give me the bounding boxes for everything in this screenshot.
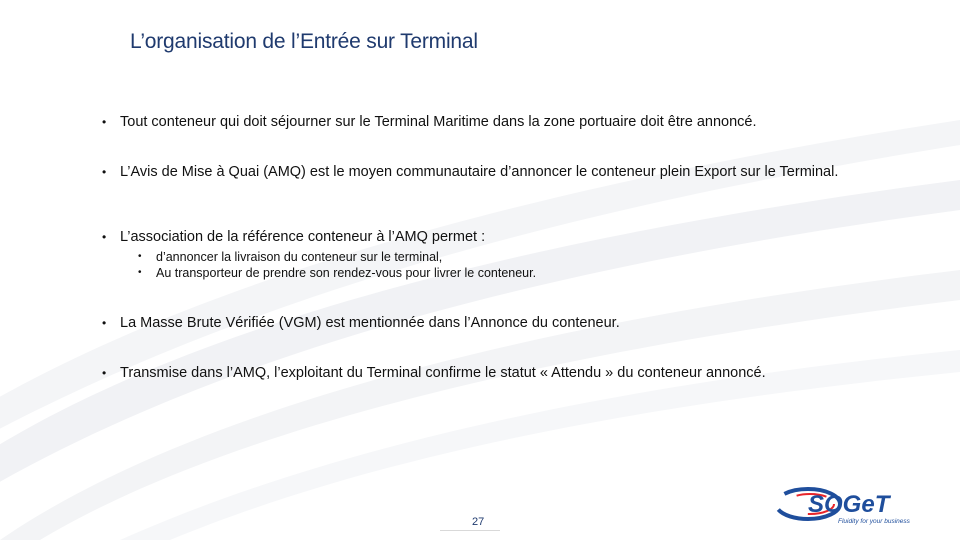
- bullet-item: [102, 114, 882, 130]
- bullet-text: L’association de la référence conteneur à l’AMQ permet :: [120, 229, 486, 245]
- logo-tagline: Fluidity for your business: [838, 518, 910, 525]
- bullet-dot-icon: •: [102, 316, 107, 330]
- sub-bullet-item: [138, 249, 838, 265]
- sub-bullet-text: Au transporteur de prendre son rendez-vous pour livrer le conteneur.: [156, 266, 537, 280]
- bullet-dot-icon: •: [102, 366, 107, 380]
- bullet-dot-icon: •: [102, 230, 107, 244]
- bullet-text: L’Avis de Mise à Quai (AMQ) est le moyen communautaire d’annoncer le conteneur plein Export sur le Terminal.: [120, 164, 839, 180]
- soget-logo: [772, 482, 934, 528]
- logo-wordmark: SOGeT: [808, 491, 890, 518]
- bullet-item: [102, 164, 882, 180]
- bullet-dot-icon: •: [102, 165, 107, 179]
- bullet-text: La Masse Brute Vérifiée (VGM) est mentionnée dans l’Annonce du conteneur.: [120, 315, 620, 331]
- sub-bullet-dot-icon: •: [138, 267, 142, 278]
- page-number: 27: [472, 516, 485, 528]
- slide-title: L’organisation de l’Entrée sur Terminal: [130, 30, 478, 53]
- bullet-text: Transmise dans l’AMQ, l’exploitant du Terminal confirme le statut « Attendu » du conteneur annoncé.: [120, 365, 766, 381]
- bullet-item: [102, 229, 882, 245]
- bullet-text: Tout conteneur qui doit séjourner sur le Terminal Maritime dans la zone portuaire doit être annoncé.: [120, 114, 757, 130]
- bullet-item: [102, 365, 882, 381]
- bullet-item: [102, 315, 882, 331]
- page-divider: [440, 530, 500, 531]
- sub-bullet-item: [138, 265, 838, 281]
- bullet-dot-icon: •: [102, 115, 107, 129]
- sub-bullet-text: d’annoncer la livraison du conteneur sur le terminal,: [156, 250, 443, 264]
- sub-bullet-dot-icon: •: [138, 251, 142, 262]
